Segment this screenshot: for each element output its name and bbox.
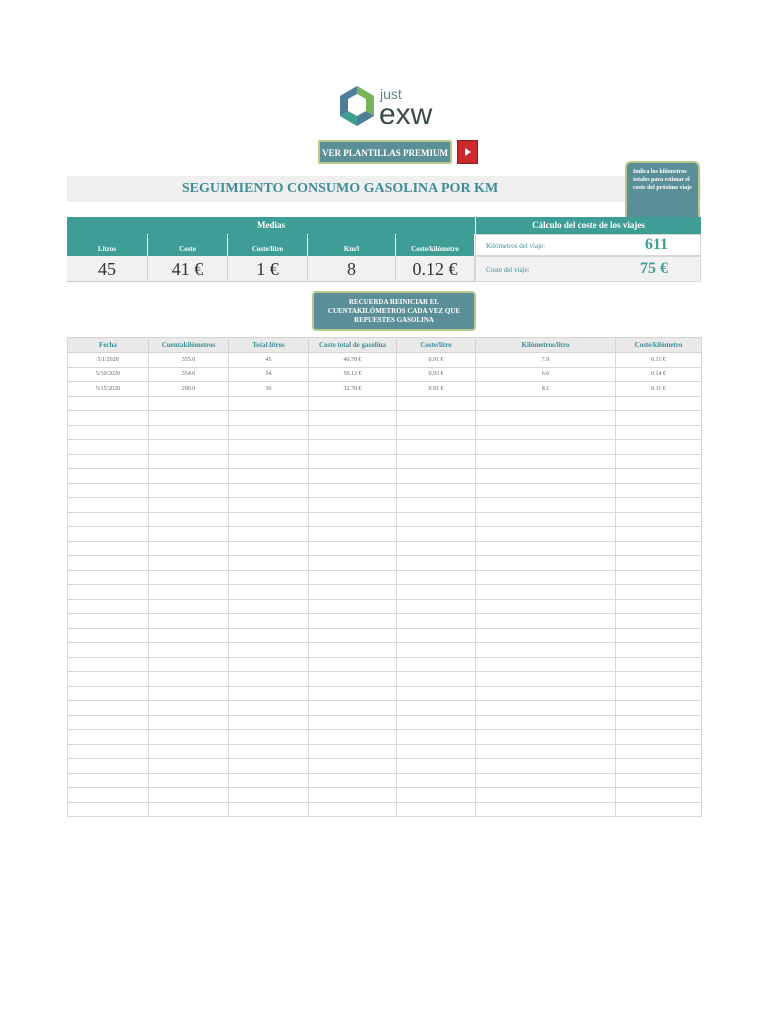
table-cell[interactable]: 8.1 [476,382,616,397]
table-cell[interactable] [68,715,149,730]
table-cell[interactable] [397,657,476,672]
table-cell[interactable] [309,744,397,759]
table-cell[interactable] [229,628,309,643]
table-cell[interactable]: 290.0 [149,382,229,397]
table-cell[interactable] [68,469,149,484]
table-cell[interactable] [149,411,229,426]
table-cell[interactable] [309,701,397,716]
table-cell[interactable] [476,425,616,440]
table-cell[interactable] [149,556,229,571]
table-cell[interactable] [397,788,476,803]
table-cell[interactable] [68,556,149,571]
medias-header: Medias [67,217,475,234]
trip-km-tooltip: Indica los kilómetros totales para estimar el coste del próximo viaje [625,161,700,225]
table-cell[interactable] [397,396,476,411]
medias-val-litros: 45 [67,256,148,282]
table-cell[interactable] [476,512,616,527]
table-cell[interactable]: 0.14 € [616,367,702,382]
medias-col-km-l: Km/l [308,234,396,256]
table-cell[interactable] [149,744,229,759]
table-cell[interactable] [309,585,397,600]
table-row [68,759,702,774]
table-cell[interactable] [397,469,476,484]
table-cell[interactable] [309,788,397,803]
table-cell[interactable] [149,469,229,484]
table-cell[interactable] [616,788,702,803]
table-cell[interactable] [229,715,309,730]
table-row [68,556,702,571]
table-row [68,730,702,745]
table-cell[interactable] [616,396,702,411]
table-cell[interactable] [397,425,476,440]
table-row [68,599,702,614]
table-cell[interactable] [149,614,229,629]
table-cell[interactable] [397,585,476,600]
table-cell[interactable] [229,556,309,571]
table-row [68,701,702,716]
table-cell[interactable] [68,643,149,658]
table-cell[interactable] [68,686,149,701]
table-cell[interactable] [229,585,309,600]
table-cell[interactable] [68,396,149,411]
table-cell[interactable] [229,744,309,759]
table-cell[interactable] [397,715,476,730]
table-cell[interactable] [149,585,229,600]
medias-val-coste-litro: 1 € [228,256,308,282]
table-cell[interactable] [229,701,309,716]
table-cell[interactable] [476,773,616,788]
table-cell[interactable]: 0.93 € [397,367,476,382]
table-cell[interactable]: 354.0 [149,367,229,382]
table-cell[interactable] [149,483,229,498]
table-cell[interactable] [616,527,702,542]
table-cell[interactable] [309,454,397,469]
table-cell[interactable]: 6.6 [476,367,616,382]
table-cell[interactable] [397,773,476,788]
table-cell[interactable] [149,672,229,687]
table-cell[interactable]: 355.0 [149,353,229,368]
logo-large-text: exw [379,98,433,131]
table-cell[interactable] [616,759,702,774]
table-cell[interactable] [616,657,702,672]
table-row [68,773,702,788]
table-row [68,715,702,730]
table-cell[interactable] [309,657,397,672]
table-cell[interactable] [229,614,309,629]
table-cell[interactable] [476,585,616,600]
table-cell[interactable]: 40.78 € [309,353,397,368]
table-cell[interactable] [68,773,149,788]
table-row [68,396,702,411]
table-cell[interactable] [397,483,476,498]
table-cell[interactable] [309,614,397,629]
table-cell[interactable] [397,440,476,455]
col-coste-total: Coste total de gasolina [309,338,397,353]
table-cell[interactable] [616,570,702,585]
table-cell[interactable] [476,628,616,643]
table-cell[interactable] [229,657,309,672]
table-cell[interactable] [149,788,229,803]
table-cell[interactable] [397,541,476,556]
table-cell[interactable] [309,556,397,571]
table-cell[interactable] [229,570,309,585]
table-cell[interactable] [229,411,309,426]
table-cell[interactable] [68,411,149,426]
table-cell[interactable] [476,657,616,672]
table-cell[interactable]: 7.9 [476,353,616,368]
table-cell[interactable] [616,498,702,513]
table-row [68,788,702,803]
table-cell[interactable] [149,541,229,556]
table-cell[interactable] [68,541,149,556]
table-cell[interactable] [397,672,476,687]
table-cell[interactable] [229,773,309,788]
table-cell[interactable] [616,628,702,643]
table-cell[interactable] [68,512,149,527]
table-cell[interactable] [397,701,476,716]
table-cell[interactable]: 45 [229,353,309,368]
table-cell[interactable] [68,759,149,774]
fuel-log-table [67,337,701,817]
table-cell[interactable]: 0.91 € [397,353,476,368]
table-cell[interactable] [68,730,149,745]
table-cell[interactable] [616,715,702,730]
table-cell[interactable] [309,759,397,774]
table-cell[interactable] [229,730,309,745]
table-cell[interactable] [309,396,397,411]
table-row [68,512,702,527]
table-cell[interactable]: 5/10/2020 [68,367,149,382]
table-cell[interactable] [476,788,616,803]
table-cell[interactable] [229,686,309,701]
trip-cost-value: 75 € [640,260,668,277]
table-cell[interactable] [616,469,702,484]
table-cell[interactable] [616,599,702,614]
table-cell[interactable] [68,657,149,672]
table-cell[interactable] [397,599,476,614]
table-cell[interactable] [229,643,309,658]
table-cell[interactable] [397,759,476,774]
table-cell[interactable] [476,599,616,614]
table-cell[interactable] [68,672,149,687]
table-cell[interactable] [68,454,149,469]
table-cell[interactable] [229,440,309,455]
table-cell[interactable] [476,469,616,484]
table-cell[interactable]: 32.78 € [309,382,397,397]
table-cell[interactable] [476,411,616,426]
table-cell[interactable] [616,454,702,469]
table-cell[interactable] [309,715,397,730]
table-cell[interactable] [476,701,616,716]
table-row [68,382,702,397]
medias-values [67,256,475,282]
table-cell[interactable] [616,425,702,440]
table-row [68,367,702,382]
table-row [68,628,702,643]
table-cell[interactable] [397,527,476,542]
table-cell[interactable] [397,614,476,629]
table-cell[interactable] [229,483,309,498]
table-cell[interactable] [68,498,149,513]
table-cell[interactable] [229,672,309,687]
table-row [68,498,702,513]
table-cell[interactable] [229,469,309,484]
table-cell[interactable] [476,483,616,498]
table-cell[interactable] [149,570,229,585]
table-cell[interactable] [149,715,229,730]
premium-templates-button[interactable]: VER PLANTILLAS PREMIUM [318,140,452,164]
table-cell[interactable] [68,440,149,455]
table-cell[interactable] [476,527,616,542]
table-row [68,570,702,585]
table-cell[interactable] [149,643,229,658]
table-cell[interactable] [397,643,476,658]
table-row [68,657,702,672]
table-cell[interactable] [397,411,476,426]
table-cell[interactable] [476,556,616,571]
table-cell[interactable] [616,730,702,745]
table-cell[interactable] [149,730,229,745]
logo-small-text: just [380,86,402,102]
table-cell[interactable] [309,730,397,745]
table-cell[interactable] [68,744,149,759]
table-row [68,614,702,629]
table-cell[interactable] [309,483,397,498]
table-cell[interactable] [309,672,397,687]
table-cell[interactable] [149,440,229,455]
table-cell[interactable] [229,759,309,774]
table-cell[interactable] [616,411,702,426]
table-cell[interactable] [616,672,702,687]
table-cell[interactable] [309,498,397,513]
table-cell[interactable] [397,454,476,469]
table-cell[interactable] [397,512,476,527]
table-cell[interactable] [616,614,702,629]
table-cell[interactable] [149,454,229,469]
medias-col-coste: Coste [148,234,228,256]
table-row [68,744,702,759]
table-cell[interactable] [149,773,229,788]
table-cell[interactable] [616,686,702,701]
table-cell[interactable] [149,802,229,817]
table-cell[interactable] [68,585,149,600]
table-cell[interactable]: 0.11 € [616,353,702,368]
table-cell[interactable] [68,802,149,817]
table-cell[interactable] [616,585,702,600]
table-cell[interactable] [68,788,149,803]
medias-col-litros: Litros [67,234,148,256]
table-cell[interactable] [229,425,309,440]
table-cell[interactable] [397,686,476,701]
table-cell[interactable] [309,570,397,585]
table-cell[interactable] [149,657,229,672]
table-cell[interactable] [476,541,616,556]
table-row [68,411,702,426]
table-cell[interactable] [309,425,397,440]
medias-val-coste-km: 0.12 € [396,256,475,282]
table-cell[interactable] [476,440,616,455]
table-cell[interactable] [309,599,397,614]
table-cell[interactable]: 0.11 € [616,382,702,397]
medias-column-headers [67,234,475,256]
table-cell[interactable]: 36 [229,382,309,397]
table-cell[interactable] [229,498,309,513]
table-cell[interactable] [149,701,229,716]
table-cell[interactable] [616,744,702,759]
trip-cost-header: Cálculo del coste de los viajes [475,217,701,234]
table-cell[interactable] [149,425,229,440]
table-cell[interactable] [149,686,229,701]
table-row [68,527,702,542]
table-row [68,585,702,600]
table-cell[interactable] [476,454,616,469]
table-cell[interactable] [68,483,149,498]
odometer-reminder-note: RECUERDA REINICIAR EL CUENTAKILÓMETROS CADA VEZ QUE REPUESTES GASOLINA [312,291,476,331]
medias-col-coste-km: Coste/kilómetro [396,234,475,256]
table-header-row [68,338,702,353]
trip-cost-label: Coste del viaje: [486,266,530,274]
table-cell[interactable] [68,628,149,643]
table-cell[interactable] [309,686,397,701]
table-cell[interactable] [229,788,309,803]
table-cell[interactable] [68,570,149,585]
table-row [68,425,702,440]
table-cell[interactable] [616,643,702,658]
table-cell[interactable] [309,773,397,788]
table-cell[interactable] [68,599,149,614]
play-icon[interactable] [457,140,478,164]
col-total-litros: Total litros [229,338,309,353]
table-cell[interactable] [476,730,616,745]
table-cell[interactable] [229,527,309,542]
table-cell[interactable] [476,643,616,658]
table-row [68,643,702,658]
table-cell[interactable] [149,498,229,513]
table-cell[interactable] [229,454,309,469]
table-cell[interactable] [149,396,229,411]
table-cell[interactable] [476,802,616,817]
table-cell[interactable] [309,527,397,542]
table-row [68,454,702,469]
table-cell[interactable] [476,396,616,411]
col-km-litro: Kilómetros/litro [476,338,616,353]
table-row [68,541,702,556]
table-cell[interactable] [229,802,309,817]
trip-km-label: Kilómetros del viaje: [486,242,546,250]
table-cell[interactable] [476,715,616,730]
table-cell[interactable] [476,759,616,774]
col-fecha: Fecha [68,338,149,353]
table-cell[interactable] [476,672,616,687]
table-cell[interactable] [309,512,397,527]
medias-col-coste-litro: Coste/litro [228,234,308,256]
trip-km-row [475,234,701,256]
table-row [68,672,702,687]
table-row [68,802,702,817]
table-cell[interactable] [229,396,309,411]
table-cell[interactable] [616,802,702,817]
table-cell[interactable] [229,512,309,527]
trip-km-input[interactable]: 611 [644,236,668,253]
medias-val-coste: 41 € [148,256,228,282]
table-cell[interactable] [149,759,229,774]
table-cell[interactable] [616,483,702,498]
table-cell[interactable] [149,628,229,643]
table-cell[interactable]: 5/1/2020 [68,353,149,368]
medias-val-km-l: 8 [308,256,396,282]
table-row [68,440,702,455]
table-cell[interactable] [229,541,309,556]
table-cell[interactable] [68,614,149,629]
table-cell[interactable] [616,556,702,571]
table-row [68,686,702,701]
col-coste-litro: Coste/litro [397,338,476,353]
table-cell[interactable] [309,541,397,556]
trip-cost-row [475,256,701,282]
table-cell[interactable] [476,570,616,585]
table-cell[interactable] [616,440,702,455]
table-cell[interactable] [397,628,476,643]
table-cell[interactable] [68,425,149,440]
table-cell[interactable] [397,498,476,513]
table-cell[interactable] [149,512,229,527]
table-cell[interactable]: 50.12 € [309,367,397,382]
table-cell[interactable] [616,512,702,527]
table-cell[interactable] [68,527,149,542]
table-cell[interactable] [476,686,616,701]
table-cell[interactable] [397,802,476,817]
table-cell[interactable] [397,570,476,585]
table-cell[interactable] [309,802,397,817]
table-cell[interactable] [616,773,702,788]
table-cell[interactable] [149,527,229,542]
table-cell[interactable] [397,556,476,571]
table-cell[interactable] [309,643,397,658]
table-row [68,483,702,498]
table-cell[interactable]: 0.91 € [397,382,476,397]
table-cell[interactable] [309,411,397,426]
table-cell[interactable] [397,744,476,759]
table-row [68,469,702,484]
table-cell[interactable] [616,541,702,556]
table-cell[interactable] [476,498,616,513]
table-cell[interactable] [616,701,702,716]
table-cell[interactable] [68,701,149,716]
table-cell[interactable] [309,469,397,484]
table-row [68,353,702,368]
table-cell[interactable] [309,628,397,643]
table-cell[interactable] [229,599,309,614]
table-cell[interactable] [149,599,229,614]
table-cell[interactable] [476,744,616,759]
table-cell[interactable] [397,730,476,745]
table-cell[interactable] [309,440,397,455]
page-title: SEGUIMIENTO CONSUMO GASOLINA POR KM [181,181,499,196]
table-cell[interactable] [476,614,616,629]
table-cell[interactable]: 5/15/2020 [68,382,149,397]
col-cuentakilometros: Cuentakilómetros [149,338,229,353]
table-cell[interactable]: 54 [229,367,309,382]
col-coste-km: Coste/kilómetro [616,338,702,353]
